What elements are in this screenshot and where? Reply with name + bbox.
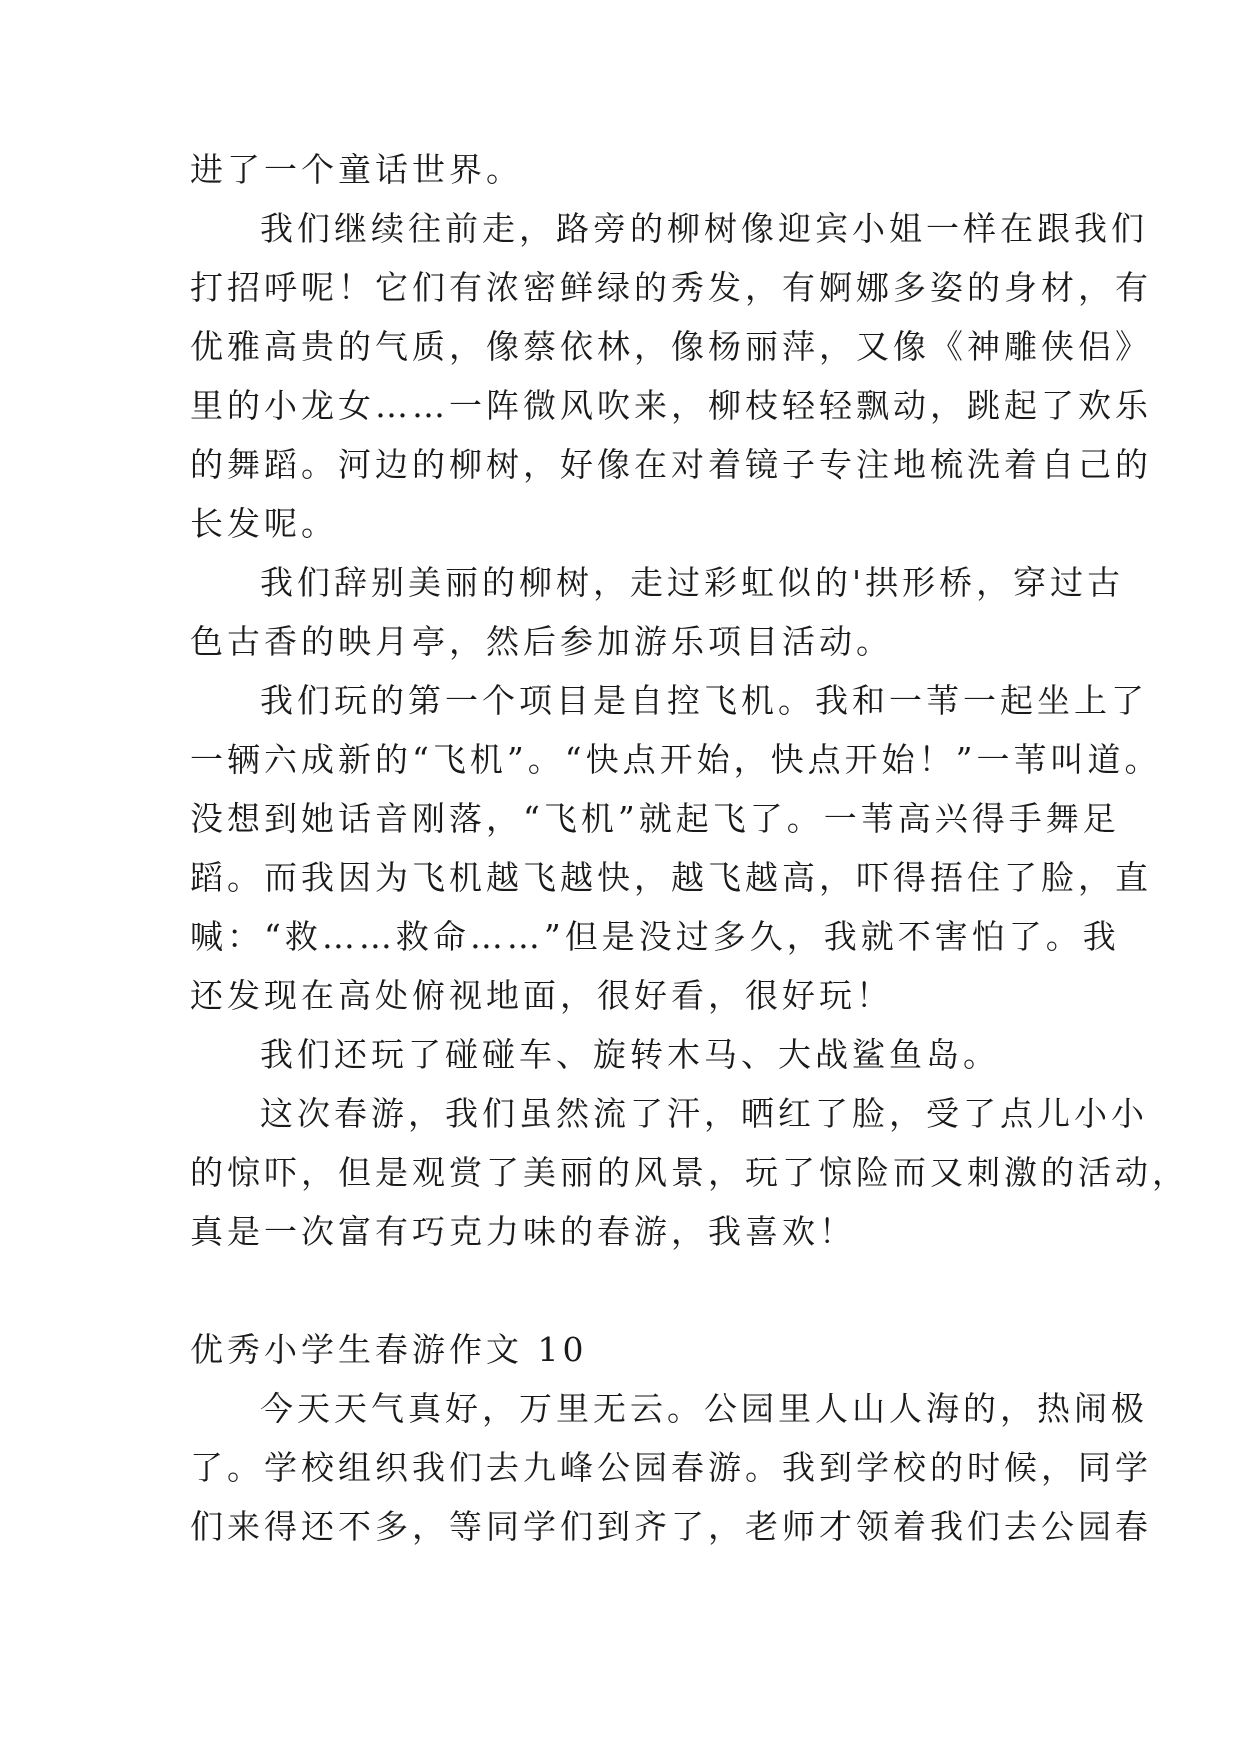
text-line: 进了一个童话世界。	[190, 150, 523, 189]
text-line: 打招呼呢！它们有浓密鲜绿的秀发，有婀娜多姿的身材，有	[190, 268, 1152, 307]
text-line: 们来得还不多，等同学们到齐了，老师才领着我们去公园春	[190, 1507, 1152, 1546]
text-line: 蹈。而我因为飞机越飞越快，越飞越高，吓得捂住了脸，直	[190, 858, 1152, 897]
paragraph-first-line: 今天天气真好，万里无云。公园里人山人海的，热闹极	[260, 1389, 1148, 1428]
paragraph-first-line: 我们继续往前走，路旁的柳树像迎宾小姐一样在跟我们	[260, 209, 1148, 248]
text-line: 的舞蹈。河边的柳树，好像在对着镜子专注地梳洗着自己的	[190, 445, 1152, 484]
paragraph-first-line: 我们还玩了碰碰车、旋转木马、大战鲨鱼岛。	[260, 1035, 1000, 1074]
text-line: 喊：“救……救命……”但是没过多久，我就不害怕了。我	[190, 917, 1120, 956]
text-line: 长发呢。	[190, 504, 338, 543]
paragraph-first-line: 我们玩的第一个项目是自控飞机。我和一苇一起坐上了	[260, 681, 1148, 720]
paragraph-first-line: 我们辞别美丽的柳树，走过彩虹似的'拱形桥，穿过古	[260, 563, 1125, 602]
text-line: 优雅高贵的气质，像蔡依林，像杨丽萍，又像《神雕侠侣》	[190, 327, 1152, 366]
text-line: 一辆六成新的“飞机”。“快点开始，快点开始！”一苇叫道。	[190, 740, 1162, 779]
paragraph-first-line: 这次春游，我们虽然流了汗，晒红了脸，受了点儿小小	[260, 1094, 1148, 1133]
text-line: 的惊吓，但是观赏了美丽的风景，玩了惊险而又刺激的活动，	[190, 1153, 1189, 1192]
section-gap	[190, 1261, 1060, 1320]
text-line: 还发现在高处俯视地面，很好看，很好玩！	[190, 976, 893, 1015]
text-line: 没想到她话音刚落，“飞机”就起飞了。一苇高兴得手舞足	[190, 799, 1120, 838]
text-line: 了。学校组织我们去九峰公园春游。我到学校的时候，同学	[190, 1448, 1152, 1487]
section-heading: 优秀小学生春游作文 10	[190, 1330, 588, 1369]
text-line: 色古香的映月亭，然后参加游乐项目活动。	[190, 622, 893, 661]
text-line: 真是一次富有巧克力味的春游，我喜欢！	[190, 1212, 856, 1251]
text-line: 里的小龙女……一阵微风吹来，柳枝轻轻飘动，跳起了欢乐	[190, 386, 1152, 425]
essay-text-column	[190, 140, 1189, 1556]
